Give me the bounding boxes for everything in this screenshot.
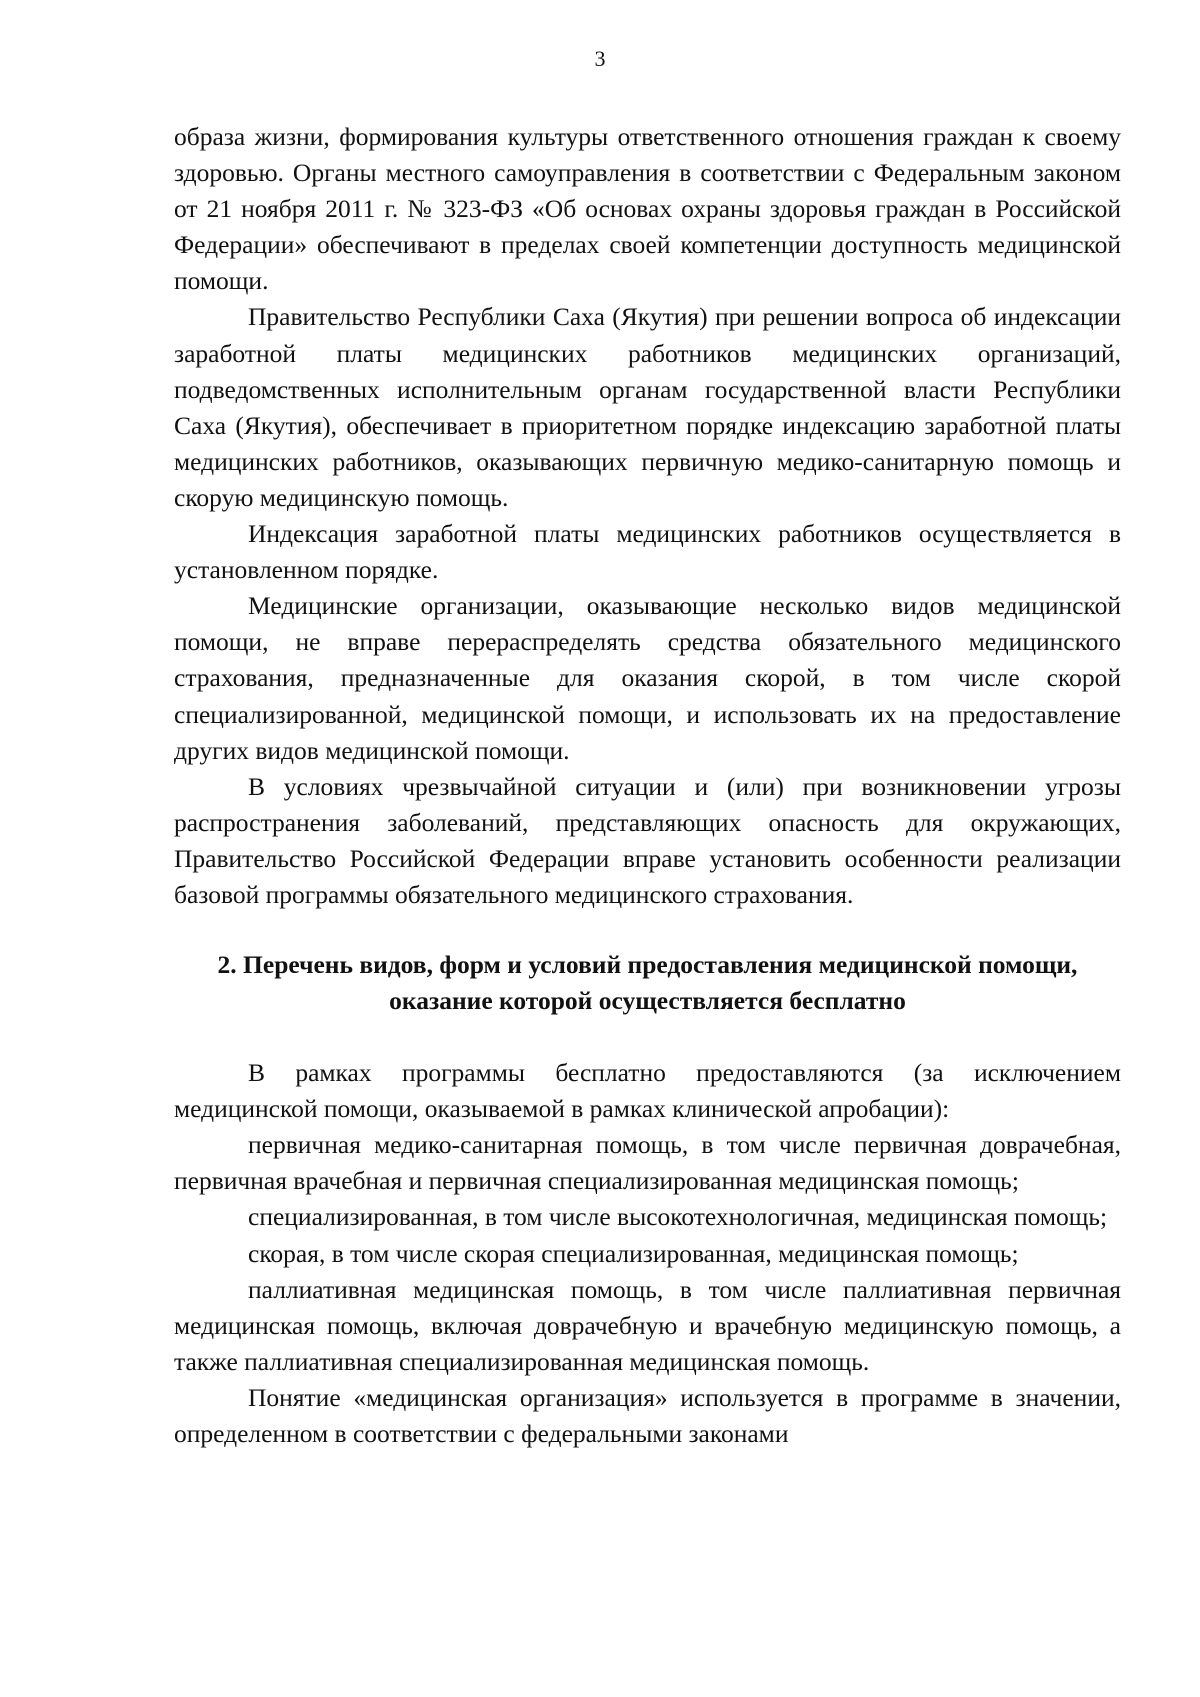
list-paragraph: скорая, в том числе скорая специализированная, медицинская помощь; xyxy=(248,1238,1019,1268)
page-number: 3 xyxy=(594,46,606,71)
paragraph: Понятие «медицинская организация» используется в программе в значении, определенном в соответствии с федеральными законами xyxy=(174,1382,1121,1448)
section-heading xyxy=(174,913,1121,1055)
section-heading-line: 2. Перечень видов, форм и условий предоставления медицинской помощи, xyxy=(217,950,1078,980)
paragraph: В условиях чрезвычайной ситуации и (или) при возникновении угрозы распространения заболеваний, представляющих опасность для окружающих, Правительство Российской Федерации вправе установить особенности реализации базовой программы обязательного медицинского страхования. xyxy=(174,771,1121,909)
list-paragraph: специализированная, в том числе высокотехнологичная, медицинская помощь; xyxy=(248,1202,1108,1232)
document-body xyxy=(174,119,1121,1452)
paragraph: Индексация заработной платы медицинских работников осуществляется в установленном порядке. xyxy=(174,519,1121,585)
paragraph: образа жизни, формирования культуры ответственного отношения граждан к своему здоровью. Органы местного самоуправления в соответствии с Федеральным законом от 21 ноября 2011 г. № 323-ФЗ «Об основах охраны здоровья граждан в Российской Федерации» обеспечивают в пределах своей компетенции доступность медицинской помощи. xyxy=(174,122,1121,296)
list-paragraph: первичная медико-санитарная помощь, в том числе первичная доврачебная, первичная врачебная и первичная специализированная медицинская помощь; xyxy=(174,1130,1121,1196)
paragraph: Правительство Республики Саха (Якутия) при решении вопроса об индексации заработной платы медицинских работников медицинских организаций, подведомственных исполнительным органам государственной власти Республики Саха (Якутия), обеспечивает в приоритетном порядке индексацию заработной платы медицинских работников, оказывающих первичную медико-санитарную помощь и скорую медицинскую помощь. xyxy=(174,302,1121,512)
paragraph: Медицинские организации, оказывающие несколько видов медицинской помощи, не вправе перераспределять средства обязательного медицинского страхования, предназначенные для оказания скорой, в том числе скорой специализированной, медицинской помощи, и использовать их на предоставление других видов медицинской помощи. xyxy=(174,591,1121,765)
list-paragraph: паллиативная медицинская помощь, в том числе паллиативная первичная медицинская помощь, включая доврачебную и врачебную медицинскую помощь, а также паллиативная специализированная медицинская помощь. xyxy=(174,1274,1121,1376)
paragraph: В рамках программы бесплатно предоставляются (за исключением медицинской помощи, оказываемой в рамках клинической апробации): xyxy=(174,1058,1121,1124)
section-heading-line: оказание которой осуществляется бесплатно xyxy=(389,986,906,1016)
